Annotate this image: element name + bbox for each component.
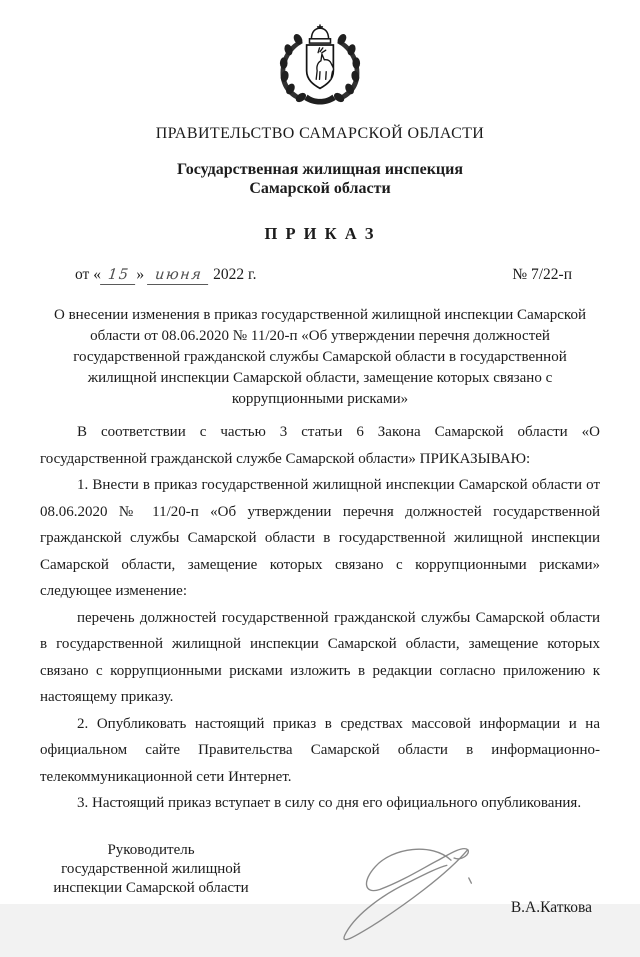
left-branch xyxy=(280,32,308,104)
document-number: № 7/22-п xyxy=(512,266,572,283)
meta-row xyxy=(40,266,600,285)
samara-region-coat-of-arms-icon xyxy=(272,24,368,108)
body-paragraph: 2. Опубликовать настоящий приказ в средствах массовой информации и на официальном сайте Правительства Самарской области в информационно-телекоммуникационной сети Интернет. xyxy=(40,715,600,785)
right-branch xyxy=(332,32,360,104)
signer-title-line1: Руководитель xyxy=(107,841,195,858)
crown xyxy=(310,25,331,43)
agency-name-line2: Самарской области xyxy=(249,180,391,197)
body-paragraph: 1. Внести в приказ государственной жилищной инспекции Самарской области от 08.06.2020 № 11/20-п «Об утверждении перечня должностей государственной гражданской службы Самарской области в государственной жилищной инспекции Самарской области, замещение которых связано с коррупционными рисками» следующее изменение: xyxy=(40,477,600,599)
document-body xyxy=(40,419,600,817)
body-paragraph: В соответствии с частью 3 статьи 6 Закона Самарской области «О государственной гражданской службе Самарской области» ПРИКАЗЫВАЮ: xyxy=(40,424,600,467)
body-paragraph: 3. Настоящий приказ вступает в силу со дня его официального опубликования. xyxy=(77,795,582,811)
government-title: ПРАВИТЕЛЬСТВО САМАРСКОЙ ОБЛАСТИ xyxy=(155,125,485,142)
date-line xyxy=(75,266,257,285)
ribbon xyxy=(304,95,336,105)
agency-name-line1: Государственная жилищная инспекция xyxy=(176,161,463,178)
body-paragraph: перечень должностей государственной гражданской службы Самарской области в государственной жилищной инспекции Самарской области, замещение которых связано с коррупционными рисками изложить в редакции согласно приложению к настоящему приказу. xyxy=(40,609,600,705)
signer-title-line2: государственной жилищной xyxy=(61,860,241,877)
document-subject: О внесении изменения в приказ государственной жилищной инспекции Самарской области от 08.06.2020 № 11/20-п «Об утверждении перечня должностей государственной гражданской службы Самарской области в государственной жилищной инспекции Самарской области, замещение которых связано с коррупционными рисками» xyxy=(54,307,586,407)
handwritten-day: 15 xyxy=(100,267,137,285)
signer-title-line3: инспекции Самарской области xyxy=(53,879,249,896)
signature-block xyxy=(40,837,600,957)
signer-name: В.А.Каткова xyxy=(510,898,592,916)
signer-title xyxy=(42,841,260,898)
emblem-container xyxy=(40,24,600,113)
date-quote-close: » xyxy=(136,266,145,283)
document-type-title: П Р И К А З xyxy=(264,224,376,243)
handwritten-month: июня xyxy=(147,267,210,285)
agency-name xyxy=(40,160,600,198)
date-prefix: от « xyxy=(75,266,101,283)
handwritten-signature-icon xyxy=(328,835,488,945)
date-year: 2022 г. xyxy=(213,266,257,283)
